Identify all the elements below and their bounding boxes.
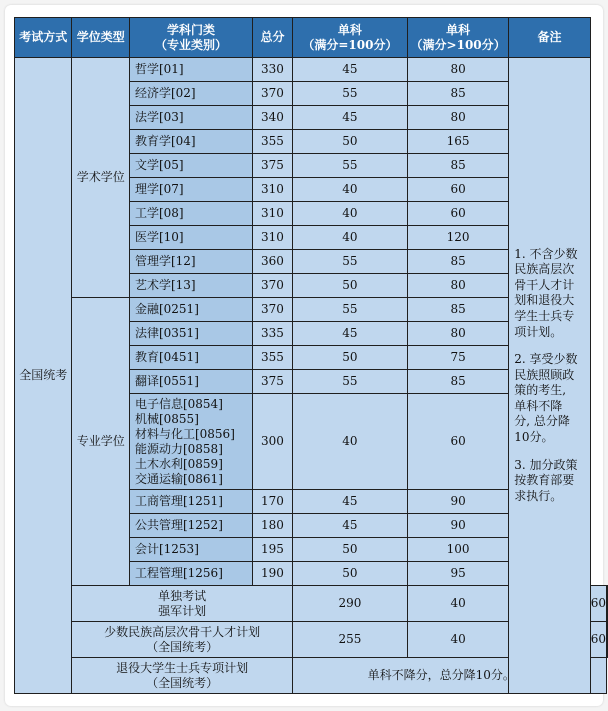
- subject-cell: 经济学[02]: [129, 82, 252, 106]
- single-gt100-cell: 60: [590, 586, 606, 622]
- header-single-100-line1: 单科: [337, 23, 362, 38]
- total-cell: 370: [253, 82, 293, 106]
- subject-cell: 工学[08]: [129, 202, 252, 226]
- special-plan-line2: （全国统考）: [146, 639, 219, 654]
- remark-1-line: 1. 不含少数: [514, 246, 578, 261]
- single-100-cell: 50: [292, 562, 407, 586]
- header-discipline-line1: 学科门类: [167, 23, 216, 38]
- single-100-cell: 55: [292, 82, 407, 106]
- total-cell: 330: [253, 58, 293, 82]
- subject-cell: 理学[07]: [129, 178, 252, 202]
- total-cell: 355: [253, 346, 293, 370]
- subject-cell: 教育[0451]: [129, 346, 252, 370]
- single-100-cell: 55: [292, 250, 407, 274]
- table-row-veteran: [15, 658, 608, 694]
- header-remarks: 备注: [509, 18, 590, 58]
- single-100-cell: 45: [292, 322, 407, 346]
- header-degree-type: 学位类型: [72, 18, 129, 58]
- single-gt100-cell: 85: [407, 82, 508, 106]
- single-gt100-cell: 75: [407, 346, 508, 370]
- remark-2-line: 策的考生,: [514, 383, 567, 398]
- subject-cell: 工商管理[1251]: [129, 490, 252, 514]
- remark-1-line: 学生士兵专: [514, 308, 575, 323]
- remark-2-line: 10分。: [514, 430, 554, 445]
- subject-line: 土木水利[0859]: [134, 456, 223, 471]
- single-100-cell: 45: [292, 106, 407, 130]
- total-cell: 190: [253, 562, 293, 586]
- veteran-plan-label: [72, 658, 292, 694]
- single-100-cell: 55: [292, 370, 407, 394]
- remark-3-line: 求执行。: [514, 488, 563, 503]
- total-cell: 375: [253, 370, 293, 394]
- total-cell: 255: [292, 622, 407, 658]
- single-100-cell: 55: [292, 154, 407, 178]
- single-100-cell: 45: [292, 514, 407, 538]
- total-cell: 180: [253, 514, 293, 538]
- single-100-cell: 40: [407, 586, 508, 622]
- subject-cell: 教育学[04]: [129, 130, 252, 154]
- total-cell: 300: [253, 394, 293, 490]
- remark-2-line: 单科不降: [514, 398, 563, 413]
- remark-1-line: 骨干人才计: [514, 277, 575, 292]
- remark-1-line: 民族高层次: [514, 262, 575, 277]
- header-single-gt100-line2: （满分>100分）: [410, 37, 506, 52]
- single-gt100-cell: 60: [407, 202, 508, 226]
- header-single-100: [292, 18, 407, 58]
- special-plan-line1: 单独考试: [158, 589, 207, 604]
- exam-mode-cell: 全国统考: [15, 58, 72, 694]
- total-cell: 310: [253, 202, 293, 226]
- total-cell: 195: [253, 538, 293, 562]
- total-cell: 290: [292, 586, 407, 622]
- single-100-cell: 40: [292, 226, 407, 250]
- subject-cell-engineering: [129, 394, 252, 490]
- header-single-gt100-line1: 单科: [446, 23, 471, 38]
- single-gt100-cell: 80: [407, 274, 508, 298]
- subject-line: 机械[0855]: [134, 411, 199, 426]
- single-100-cell: 50: [292, 274, 407, 298]
- single-gt100-cell: 85: [407, 154, 508, 178]
- single-100-cell: 45: [292, 58, 407, 82]
- subject-line: 材料与化工[0856]: [134, 426, 235, 441]
- subject-cell: 哲学[01]: [129, 58, 252, 82]
- single-100-cell: 40: [292, 178, 407, 202]
- degree-type-professional: 专业学位: [72, 298, 129, 586]
- single-gt100-cell: 90: [407, 514, 508, 538]
- single-gt100-cell: 80: [407, 322, 508, 346]
- subject-cell: 工程管理[1256]: [129, 562, 252, 586]
- remark-3-line: 按教育部要: [514, 473, 575, 488]
- remarks-empty-cell: [607, 586, 608, 622]
- total-cell: 355: [253, 130, 293, 154]
- subject-cell: 公共管理[1252]: [129, 514, 252, 538]
- single-100-cell: 50: [292, 130, 407, 154]
- single-gt100-cell: 85: [407, 298, 508, 322]
- remarks-empty-cell: [607, 622, 608, 658]
- single-gt100-cell: 90: [407, 490, 508, 514]
- single-gt100-cell: 60: [590, 622, 606, 658]
- subject-cell: 翻译[0551]: [129, 370, 252, 394]
- header-discipline-line2: （专业类别）: [155, 37, 228, 52]
- total-cell: 375: [253, 154, 293, 178]
- single-100-cell: 40: [292, 394, 407, 490]
- subject-cell: 艺术学[13]: [129, 274, 252, 298]
- header-exam-mode: 考试方式: [15, 18, 72, 58]
- special-plan-line2: 强军计划: [158, 603, 207, 618]
- remark-3: [514, 458, 585, 505]
- single-gt100-cell: 60: [407, 178, 508, 202]
- single-gt100-cell: 85: [407, 370, 508, 394]
- subject-cell: 法律[0351]: [129, 322, 252, 346]
- subject-cell: 法学[03]: [129, 106, 252, 130]
- table-row: [15, 58, 608, 82]
- special-plan-line1: 少数民族高层次骨干人才计划: [104, 625, 261, 640]
- subject-cell: 管理学[12]: [129, 250, 252, 274]
- single-gt100-cell: 80: [407, 58, 508, 82]
- header-discipline: [129, 18, 252, 58]
- subject-cell: 医学[10]: [129, 226, 252, 250]
- veteran-plan-rule: 单科不降分，总分降10分。: [292, 658, 590, 694]
- single-gt100-cell: 85: [407, 250, 508, 274]
- veteran-plan-line2: （全国统考）: [146, 675, 219, 690]
- degree-type-academic: 学术学位: [72, 58, 129, 298]
- total-cell: 340: [253, 106, 293, 130]
- remark-2-line: 2. 享受少数: [514, 352, 578, 367]
- total-cell: 170: [253, 490, 293, 514]
- remark-2: [514, 352, 585, 446]
- total-cell: 335: [253, 322, 293, 346]
- remarks-empty-cell: [590, 658, 606, 694]
- remark-1-line: 项计划。: [514, 324, 563, 339]
- single-100-cell: 50: [292, 538, 407, 562]
- total-cell: 310: [253, 178, 293, 202]
- total-cell: 360: [253, 250, 293, 274]
- total-cell: 370: [253, 298, 293, 322]
- special-plan-label: [72, 586, 292, 622]
- subject-line: 交通运输[0861]: [134, 471, 223, 486]
- header-single-100-line2: （满分=100分）: [302, 37, 398, 52]
- single-100-cell: 40: [407, 622, 508, 658]
- header-row: [15, 18, 608, 58]
- veteran-plan-line1: 退役大学生士兵专项计划: [116, 661, 249, 676]
- header-total: 总分: [253, 18, 293, 58]
- score-table: [14, 17, 608, 694]
- remark-1: [514, 247, 585, 341]
- single-100-cell: 50: [292, 346, 407, 370]
- total-cell: 370: [253, 274, 293, 298]
- subject-cell: 金融[0251]: [129, 298, 252, 322]
- subject-line: 电子信息[0854]: [134, 396, 223, 411]
- remark-2-line: 民族照顾政: [514, 367, 575, 382]
- remarks-cell: [509, 58, 590, 694]
- remark-1-line: 划和退役大: [514, 293, 575, 308]
- header-single-gt100: [407, 18, 508, 58]
- single-gt100-cell: 120: [407, 226, 508, 250]
- subject-cell: 文学[05]: [129, 154, 252, 178]
- single-gt100-cell: 95: [407, 562, 508, 586]
- single-gt100-cell: 165: [407, 130, 508, 154]
- subject-line: 能源动力[0858]: [134, 441, 223, 456]
- remark-3-line: 3. 加分政策: [514, 457, 578, 472]
- subject-cell: 会计[1253]: [129, 538, 252, 562]
- special-plan-label: [72, 622, 292, 658]
- single-gt100-cell: 100: [407, 538, 508, 562]
- single-gt100-cell: 80: [407, 106, 508, 130]
- single-gt100-cell: 60: [407, 394, 508, 490]
- total-cell: 310: [253, 226, 293, 250]
- single-100-cell: 40: [292, 202, 407, 226]
- single-100-cell: 45: [292, 490, 407, 514]
- remark-2-line: 分, 总分降: [514, 414, 570, 429]
- single-100-cell: 55: [292, 298, 407, 322]
